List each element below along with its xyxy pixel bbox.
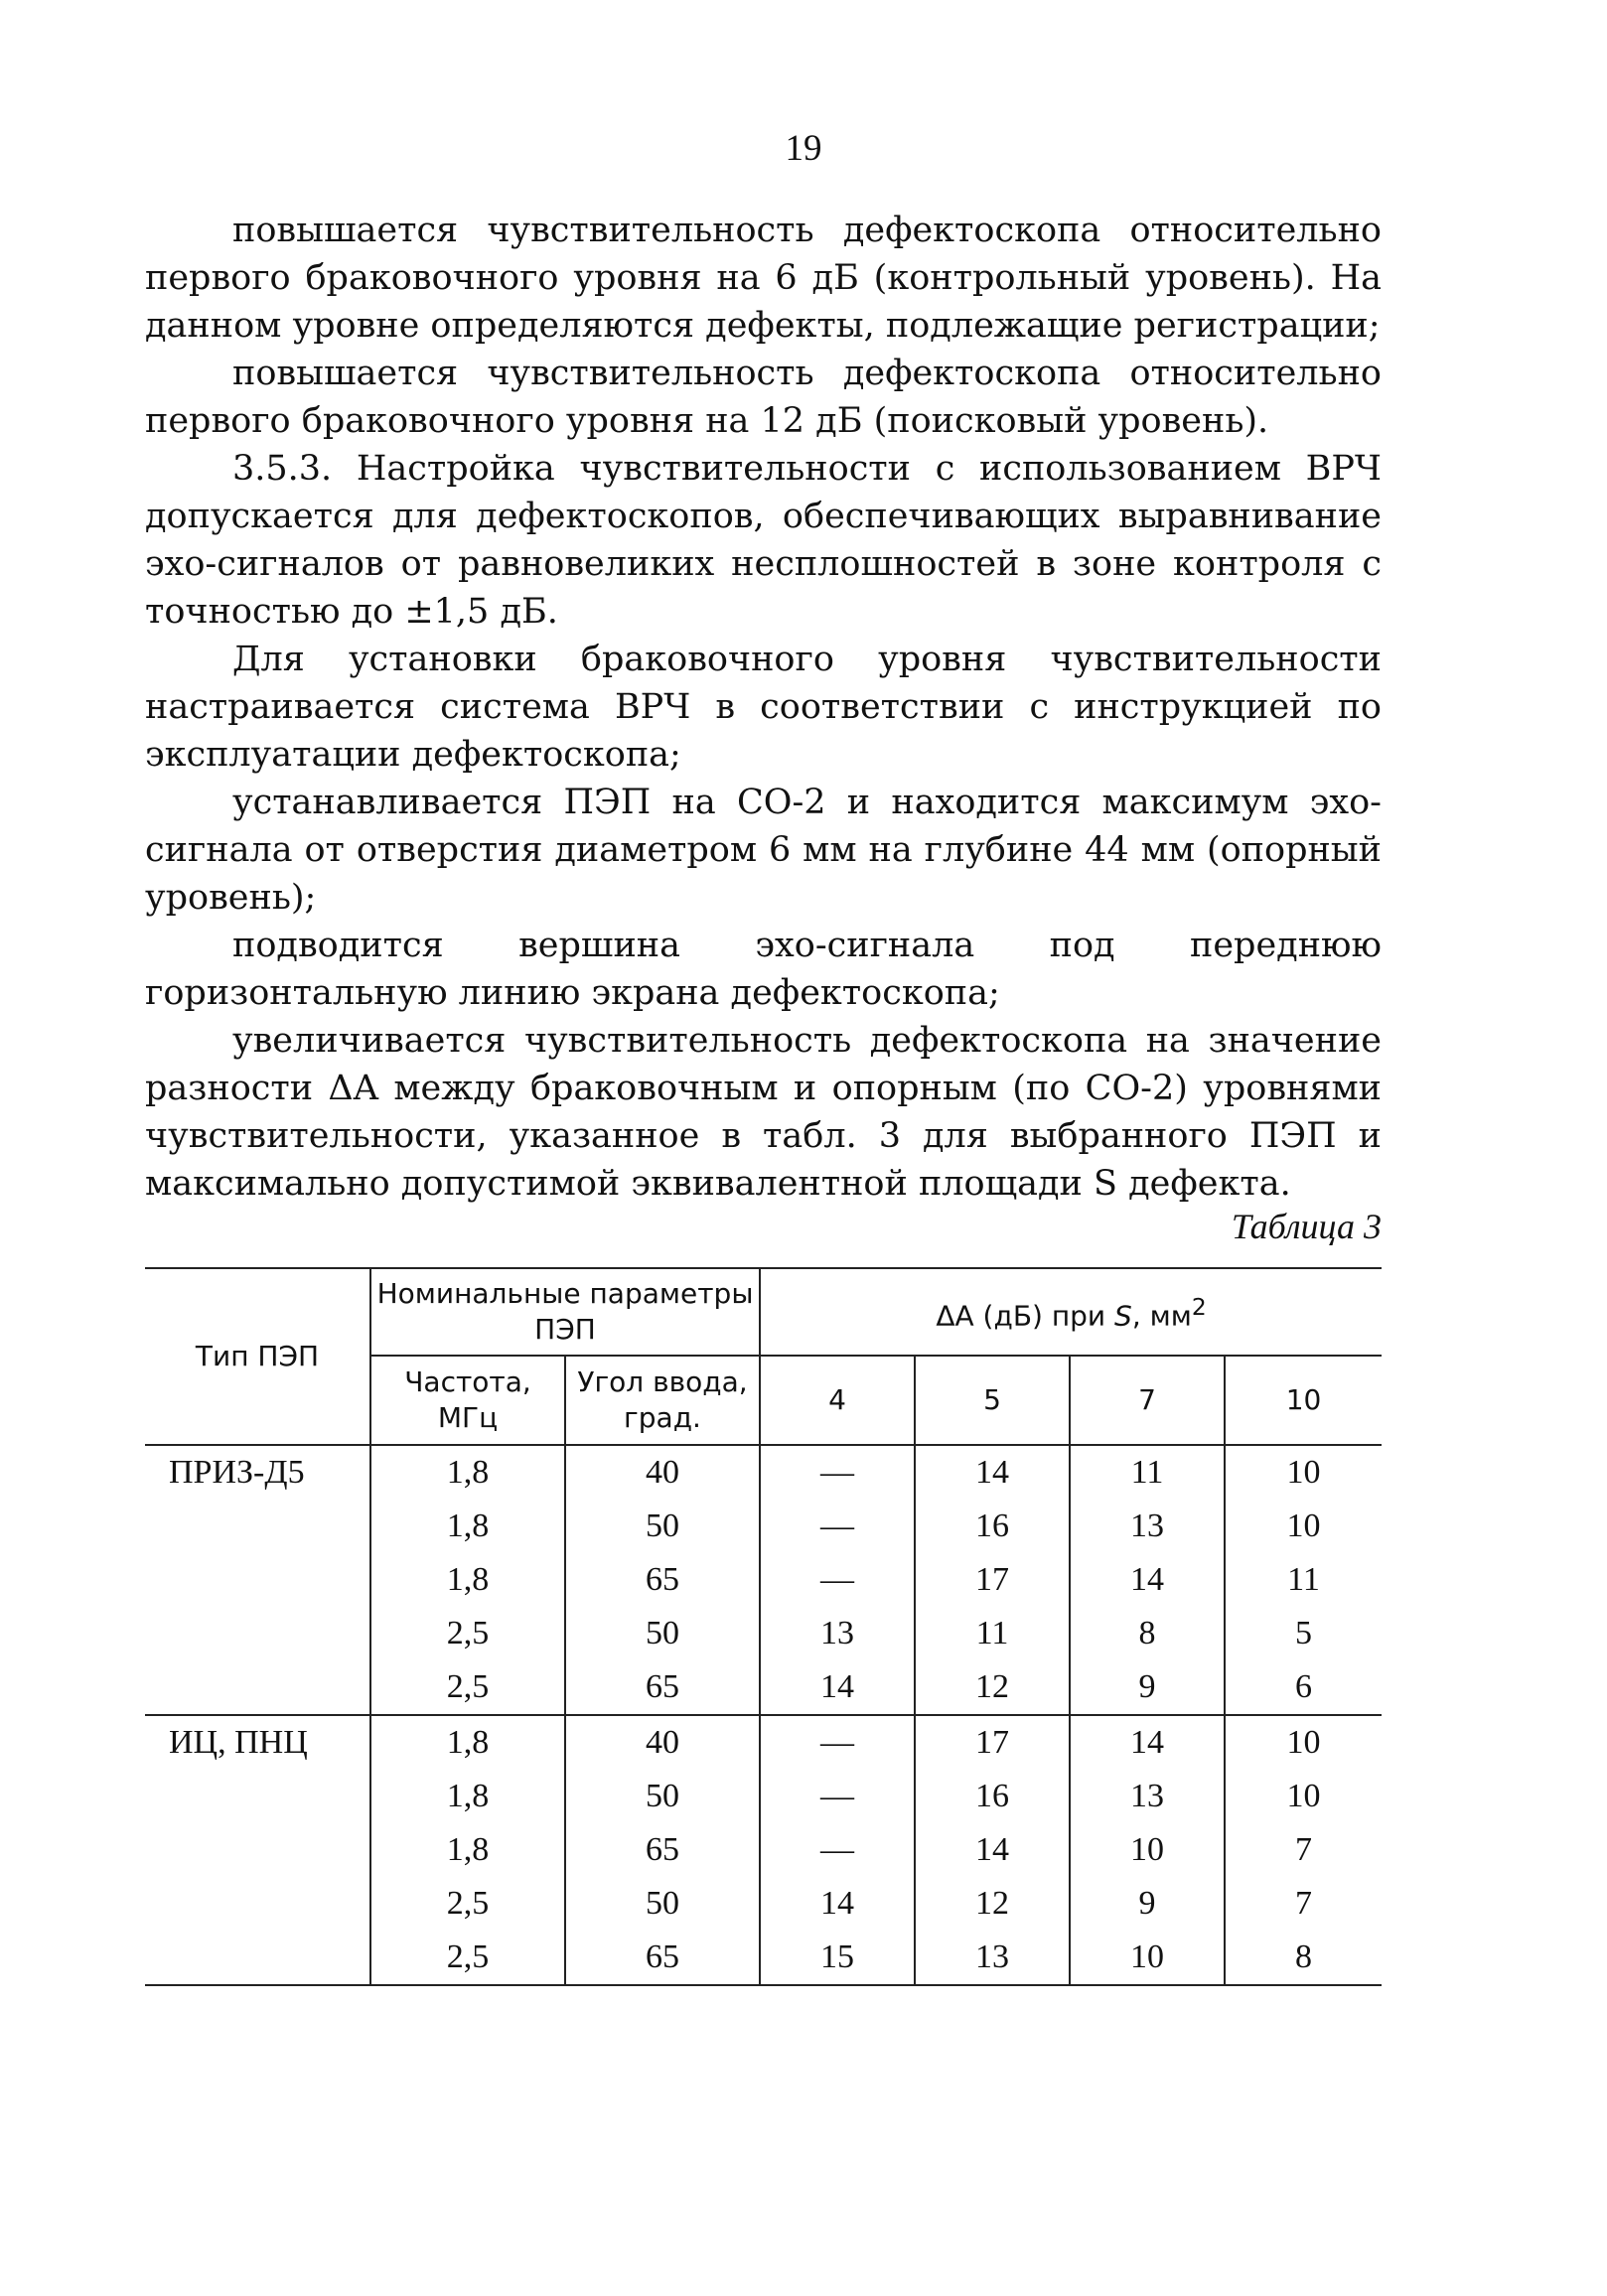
- delta-a-cell: 13: [1070, 1770, 1225, 1823]
- delta-a-cell: 12: [915, 1660, 1070, 1715]
- frequency-cell: 1,8: [370, 1823, 565, 1877]
- frequency-cell: 2,5: [370, 1877, 565, 1931]
- delta-a-cell: 11: [915, 1607, 1070, 1660]
- angle-cell: 50: [565, 1500, 760, 1553]
- delta-a-cell: 14: [915, 1445, 1070, 1500]
- delta-a-cell: 9: [1070, 1660, 1225, 1715]
- header-transducer-type: Тип ПЭП: [145, 1268, 370, 1445]
- table-body: [145, 1445, 1382, 1985]
- paragraph: 3.5.3. Настройка чувствительности с использованием ВРЧ допускается для дефектоскопов, обеспечивающих выравнивание эхо-сигналов от равновеликих несплошностей в зоне контроля с точностью до ±1,5 дБ.: [145, 449, 1382, 632]
- angle-cell: 65: [565, 1553, 760, 1607]
- frequency-cell: 1,8: [370, 1715, 565, 1770]
- frequency-cell: 1,8: [370, 1500, 565, 1553]
- header-s-value: 4: [760, 1356, 915, 1445]
- delta-a-cell: 12: [915, 1877, 1070, 1931]
- delta-a-cell: 17: [915, 1553, 1070, 1607]
- delta-a-cell: 17: [915, 1715, 1070, 1770]
- angle-cell: 50: [565, 1877, 760, 1931]
- delta-a-cell: 5: [1295, 1615, 1313, 1651]
- frequency-cell: 1,8: [370, 1445, 565, 1500]
- table-header: [145, 1268, 1382, 1445]
- angle-cell: 40: [565, 1715, 760, 1770]
- header-delta-a-variable: S: [1114, 1299, 1132, 1333]
- header-delta-a-exponent: 2: [1191, 1293, 1207, 1322]
- table-row: [145, 1715, 1382, 1770]
- header-delta-a: [760, 1268, 1382, 1356]
- angle-cell: 40: [565, 1445, 760, 1500]
- angle-cell: 50: [565, 1770, 760, 1823]
- delta-a-cell: 14: [915, 1823, 1070, 1877]
- paragraph: устанавливается ПЭП на СО-2 и находится максимум эхо-сигнала от отверстия диаметром 6 мм на глубине 44 мм (опорный уровень);: [145, 783, 1382, 918]
- delta-a-cell: 13: [760, 1607, 915, 1660]
- delta-a-cell: 14: [760, 1877, 915, 1931]
- delta-a-cell: 16: [915, 1770, 1070, 1823]
- delta-a-cell: 9: [1070, 1877, 1225, 1931]
- delta-a-cell: 14: [760, 1660, 915, 1715]
- angle-cell: 50: [565, 1607, 760, 1660]
- paragraph: повышается чувствительность дефектоскопа относительно первого браковочного уровня на 6 дБ (контрольный уровень). На данном уровне определяются дефекты, подлежащие регистрации;: [145, 211, 1382, 346]
- header-s-value: 10: [1225, 1356, 1382, 1445]
- paragraph: подводится вершина эхо-сигнала под переднюю горизонтальную линию экрана дефектоскопа;: [145, 926, 1382, 1013]
- delta-a-cell: 10: [1286, 1454, 1321, 1491]
- header-frequency: Частота, МГц: [370, 1356, 565, 1445]
- angle-cell: 65: [565, 1823, 760, 1877]
- header-s-value: 5: [915, 1356, 1070, 1445]
- delta-a-cell: 7: [1295, 1885, 1313, 1922]
- header-delta-a-prefix: ΔA (дБ) при: [936, 1299, 1115, 1333]
- frequency-cell: 1,8: [370, 1770, 565, 1823]
- delta-a-cell: 11: [1070, 1445, 1225, 1500]
- paragraph: повышается чувствительность дефектоскопа относительно первого браковочного уровня на 12 дБ (поисковый уровень).: [145, 354, 1382, 441]
- frequency-cell: 2,5: [370, 1607, 565, 1660]
- transducer-type-cell: ПРИЗ-Д5: [145, 1445, 370, 1715]
- frequency-cell: 2,5: [370, 1660, 565, 1715]
- delta-a-cell: 10: [1070, 1931, 1225, 1985]
- delta-a-cell: —: [760, 1553, 915, 1607]
- delta-a-cell: 10: [1286, 1724, 1321, 1761]
- delta-a-cell: 16: [915, 1500, 1070, 1553]
- angle-cell: 65: [565, 1931, 760, 1985]
- frequency-cell: 1,8: [370, 1553, 565, 1607]
- delta-a-cell: 14: [1070, 1715, 1225, 1770]
- delta-a-cell: —: [760, 1823, 915, 1877]
- delta-a-cell: 8: [1225, 1931, 1382, 1985]
- table-row: [145, 1445, 1382, 1500]
- paragraph: увеличивается чувствительность дефектоскопа на значение разности ΔA между браковочным и опорным (по СО-2) уровнями чувствительности, указанное в табл. 3 для выбранного ПЭП и максимально допустимой эквивалентной площади S дефекта.: [145, 1021, 1382, 1204]
- delta-a-cell: 8: [1070, 1607, 1225, 1660]
- body-text: [145, 207, 1382, 1208]
- sensitivity-table: [145, 1267, 1382, 1986]
- delta-a-cell: —: [760, 1770, 915, 1823]
- header-s-value: 7: [1070, 1356, 1225, 1445]
- delta-a-cell: 15: [760, 1931, 915, 1985]
- delta-a-cell: —: [760, 1500, 915, 1553]
- delta-a-cell: 14: [1070, 1553, 1225, 1607]
- delta-a-cell: 13: [1070, 1500, 1225, 1553]
- delta-a-cell: —: [760, 1715, 915, 1770]
- delta-a-cell: 10: [1070, 1823, 1225, 1877]
- delta-a-cell: 13: [915, 1931, 1070, 1985]
- header-angle: Угол ввода, град.: [565, 1356, 760, 1445]
- delta-a-cell: —: [760, 1445, 915, 1500]
- paragraph: Для установки браковочного уровня чувствительности настраивается система ВРЧ в соответствии с инструкцией по эксплуатации дефектоскопа;: [145, 640, 1382, 775]
- table-caption: Таблица 3: [1231, 1207, 1382, 1246]
- delta-a-cell: 7: [1295, 1831, 1313, 1868]
- delta-a-cell: 10: [1286, 1507, 1321, 1544]
- header-delta-a-unit: , мм: [1131, 1299, 1192, 1333]
- angle-cell: 65: [565, 1660, 760, 1715]
- transducer-type-cell: ИЦ, ПНЦ: [145, 1715, 370, 1985]
- delta-a-cell: 10: [1286, 1778, 1321, 1814]
- delta-a-cell: 6: [1225, 1660, 1382, 1715]
- delta-a-cell: 11: [1287, 1561, 1320, 1598]
- frequency-cell: 2,5: [370, 1931, 565, 1985]
- page-number: 19: [785, 128, 822, 169]
- header-nominal-parameters: Номинальные параметры ПЭП: [370, 1268, 760, 1356]
